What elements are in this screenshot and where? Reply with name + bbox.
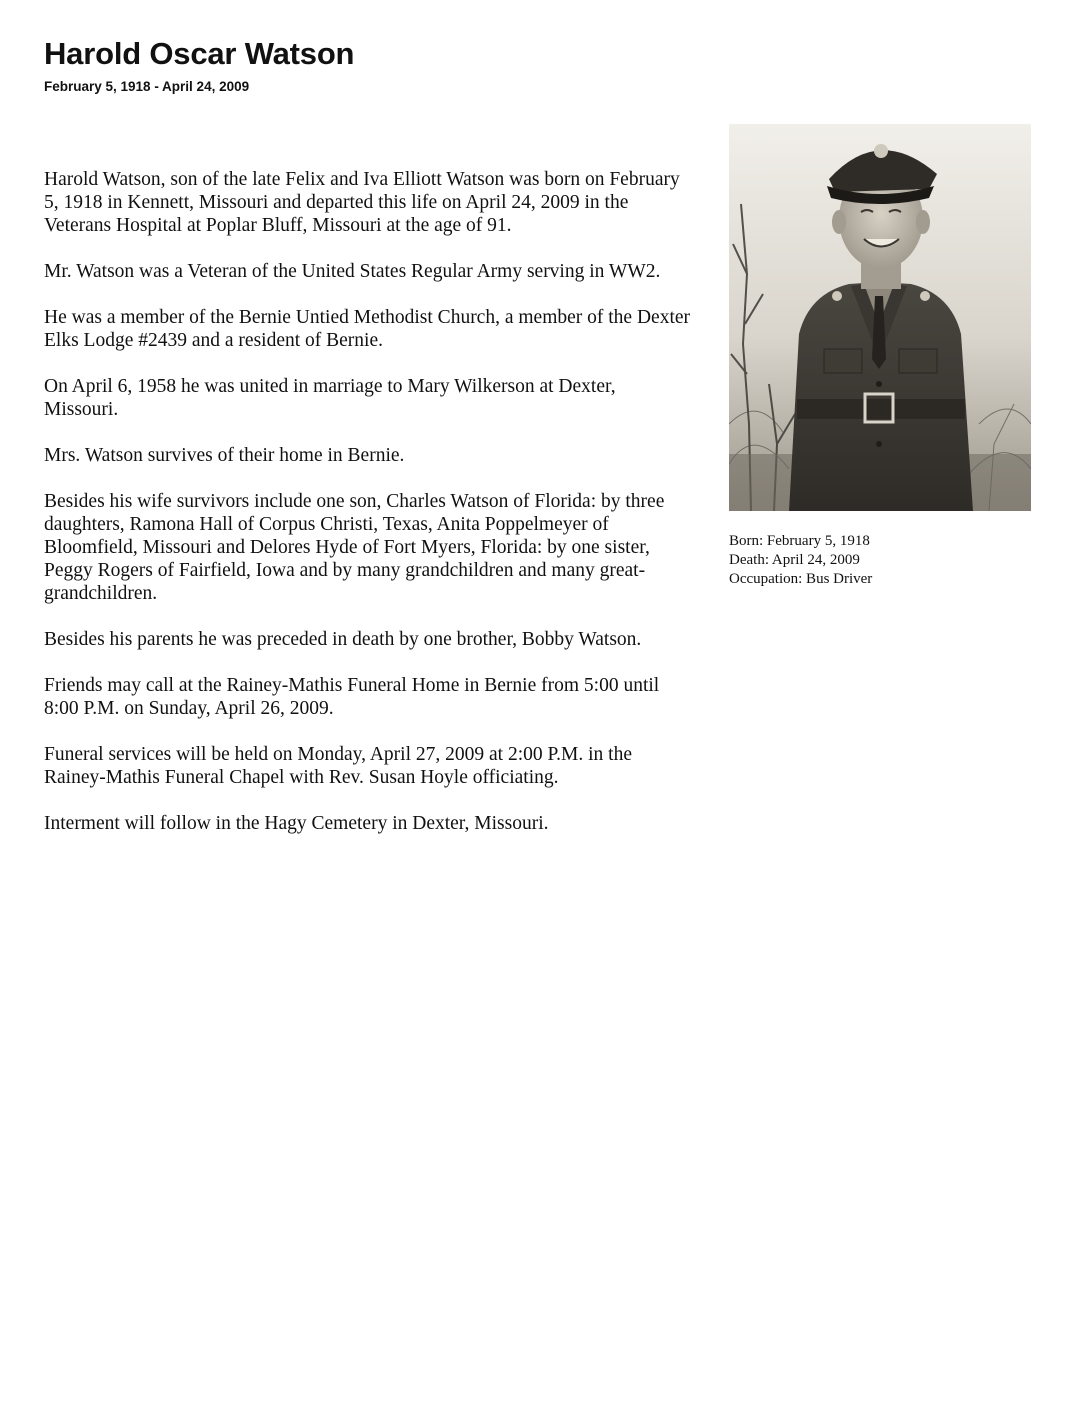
portrait-caption: [729, 532, 872, 589]
obituary-paragraph: Mr. Watson was a Veteran of the United States Regular Army serving in WW2.: [44, 261, 661, 282]
death-date: Death: April 24, 2009: [729, 552, 860, 568]
obituary-paragraph: Harold Watson, son of the late Felix and Iva Elliott Watson was born on February 5, 1918 in Kennett, Missouri and departed this life on April 24, 2009 in the Veterans Hospital at Poplar Bluff, Missouri at the age of 91.: [44, 169, 680, 236]
obituary-paragraph: Besides his parents he was preceded in death by one brother, Bobby Watson.: [44, 629, 642, 650]
obituary-paragraph: Friends may call at the Rainey-Mathis Funeral Home in Bernie from 5:00 until 8:00 P.M. on Sunday, April 26, 2009.: [44, 675, 660, 719]
obituary-text: [44, 168, 694, 858]
obituary-paragraph: He was a member of the Bernie Untied Methodist Church, a member of the Dexter Elks Lodge #2439 and a resident of Bernie.: [44, 307, 691, 351]
page-title: Harold Oscar Watson: [44, 36, 355, 71]
obituary-paragraph: Interment will follow in the Hagy Cemetery in Dexter, Missouri.: [44, 813, 549, 834]
occupation: Occupation: Bus Driver: [729, 571, 873, 587]
life-dates: February 5, 1918 - April 24, 2009: [44, 79, 250, 94]
obituary-paragraph: Besides his wife survivors include one son, Charles Watson of Florida: by three daughters, Ramona Hall of Corpus Christi, Texas, Anita Poppelmeyer of Bloomfield, Missouri and Delores Hyde of Fort Myers, Florida: by one sister, Peggy Rogers of Fairfield, Iowa and by many grandchildren and many great-grandchildren.: [44, 491, 665, 604]
soldier-portrait-image: [729, 124, 1031, 511]
portrait-photo: [729, 124, 1031, 511]
obituary-paragraph: Funeral services will be held on Monday, April 27, 2009 at 2:00 P.M. in the Rainey-Mathis Funeral Chapel with Rev. Susan Hoyle officiating.: [44, 744, 632, 788]
obituary-paragraph: On April 6, 1958 he was united in marriage to Mary Wilkerson at Dexter, Missouri.: [44, 376, 616, 420]
obituary-paragraph: Mrs. Watson survives of their home in Bernie.: [44, 445, 405, 466]
born-date: Born: February 5, 1918: [729, 533, 870, 549]
